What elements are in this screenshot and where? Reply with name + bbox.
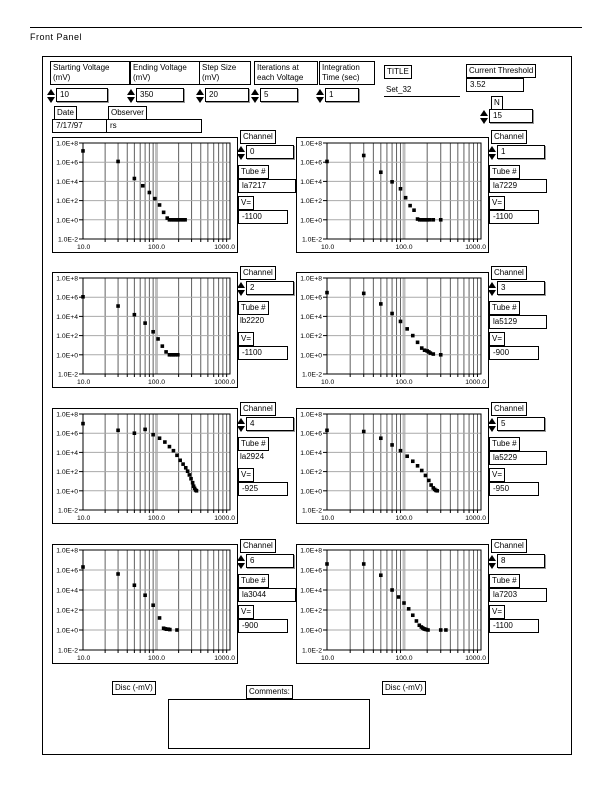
- starting-voltage-spinner[interactable]: [46, 89, 55, 103]
- tube-input[interactable]: la3044: [238, 588, 296, 602]
- svg-text:1.0E+4: 1.0E+4: [56, 449, 78, 457]
- up-arrow-icon[interactable]: [488, 555, 496, 561]
- date-label: Date: [54, 106, 77, 120]
- channel-spinner[interactable]: [236, 146, 245, 160]
- ending-voltage-spinner[interactable]: [126, 89, 135, 103]
- channel-spinner[interactable]: [236, 418, 245, 432]
- channel-label: Channel: [240, 266, 276, 280]
- svg-text:1.0E+2: 1.0E+2: [300, 607, 322, 615]
- iterations-spinner[interactable]: [250, 89, 259, 103]
- down-arrow-icon[interactable]: [237, 563, 245, 569]
- tube-label: Tube #: [489, 165, 520, 179]
- svg-text:1.0E-2: 1.0E-2: [301, 647, 322, 655]
- svg-text:1000.0: 1000.0: [465, 379, 486, 386]
- starting-voltage-input[interactable]: 10: [56, 88, 108, 102]
- svg-text:1.0E+8: 1.0E+8: [300, 140, 322, 148]
- down-arrow-icon[interactable]: [237, 290, 245, 296]
- svg-text:100.0: 100.0: [395, 515, 413, 522]
- down-arrow-icon[interactable]: [488, 154, 496, 160]
- v-input[interactable]: -1100: [489, 210, 539, 224]
- svg-text:1.0E+2: 1.0E+2: [56, 469, 78, 477]
- up-arrow-icon[interactable]: [488, 282, 496, 288]
- svg-text:1.0E+6: 1.0E+6: [300, 567, 322, 575]
- svg-text:1.0E+8: 1.0E+8: [56, 547, 78, 555]
- comments-input[interactable]: [168, 699, 370, 749]
- down-arrow-icon[interactable]: [316, 97, 324, 103]
- plot-channel-6: [52, 544, 238, 664]
- down-arrow-icon[interactable]: [196, 97, 204, 103]
- tube-label: Tube #: [489, 574, 520, 588]
- tube-label: Tube #: [489, 301, 520, 315]
- svg-text:100.0: 100.0: [395, 379, 413, 386]
- svg-text:1000.0: 1000.0: [465, 515, 486, 522]
- n-label: N: [491, 96, 503, 110]
- svg-text:1000.0: 1000.0: [214, 379, 235, 386]
- channel-label: Channel: [491, 266, 527, 280]
- v-label: V=: [489, 605, 505, 619]
- svg-text:1.0E+2: 1.0E+2: [300, 333, 322, 341]
- svg-text:1.0E+6: 1.0E+6: [300, 294, 322, 302]
- comments-label: Comments:: [246, 685, 293, 699]
- tube-label: Tube #: [238, 574, 269, 588]
- channel-spinner[interactable]: [487, 555, 496, 569]
- v-label: V=: [489, 468, 505, 482]
- plot-channel-1: [296, 137, 489, 253]
- plot-channel-3: [296, 272, 489, 388]
- ending-voltage-input[interactable]: 350: [136, 88, 184, 102]
- channel-spinner[interactable]: [487, 282, 496, 296]
- disc-axis-label-left: Disc (-mV): [112, 681, 156, 695]
- header-rule: [30, 27, 582, 28]
- svg-text:1.0E+6: 1.0E+6: [56, 294, 78, 302]
- channel-spinner[interactable]: [236, 282, 245, 296]
- integration-time-label: Integration Time (sec): [319, 61, 375, 85]
- starting-voltage-label: Starting Voltage (mV): [50, 61, 130, 85]
- svg-text:1.0E+2: 1.0E+2: [300, 469, 322, 477]
- svg-text:1.0E+8: 1.0E+8: [56, 275, 78, 283]
- svg-text:10.0: 10.0: [77, 515, 91, 522]
- channel-input[interactable]: 8: [497, 554, 545, 568]
- down-arrow-icon[interactable]: [127, 97, 135, 103]
- channel-label: Channel: [491, 130, 527, 144]
- tube-input[interactable]: la7229: [489, 179, 547, 193]
- channel-input[interactable]: 3: [497, 281, 545, 295]
- channel-label: Channel: [240, 402, 276, 416]
- svg-text:100.0: 100.0: [147, 515, 166, 522]
- svg-text:1000.0: 1000.0: [465, 655, 486, 662]
- up-arrow-icon[interactable]: [488, 418, 496, 424]
- v-label: V=: [489, 332, 505, 346]
- title-input[interactable]: Set_32: [384, 84, 460, 97]
- svg-text:100.0: 100.0: [395, 655, 413, 662]
- v-label: V=: [489, 196, 505, 210]
- svg-text:1000.0: 1000.0: [214, 515, 235, 522]
- svg-text:1.0E+2: 1.0E+2: [56, 607, 78, 615]
- tube-label: Tube #: [489, 437, 520, 451]
- tube-input[interactable]: lb2220: [238, 315, 292, 327]
- svg-text:10.0: 10.0: [321, 244, 335, 251]
- channel-spinner[interactable]: [487, 146, 496, 160]
- title-label: TITLE: [384, 65, 412, 79]
- svg-text:1.0E+4: 1.0E+4: [300, 587, 322, 595]
- svg-text:1.0E+8: 1.0E+8: [300, 275, 322, 283]
- svg-text:1.0E+6: 1.0E+6: [56, 567, 78, 575]
- up-arrow-icon[interactable]: [488, 146, 496, 152]
- tube-input[interactable]: la7217: [238, 179, 296, 193]
- channel-label: Channel: [491, 402, 527, 416]
- channel-input[interactable]: 6: [246, 554, 294, 568]
- tube-input[interactable]: la5129: [489, 315, 547, 329]
- step-size-input[interactable]: 20: [205, 88, 249, 102]
- current-threshold-label: Current Threshold: [466, 64, 536, 78]
- svg-text:100.0: 100.0: [147, 655, 166, 662]
- iterations-input[interactable]: 5: [260, 88, 298, 102]
- tube-input[interactable]: la5229: [489, 451, 547, 465]
- svg-text:1.0E+0: 1.0E+0: [56, 488, 78, 496]
- up-arrow-icon[interactable]: [237, 146, 245, 152]
- v-input[interactable]: -1100: [238, 210, 288, 224]
- channel-input[interactable]: 4: [246, 417, 294, 431]
- up-arrow-icon[interactable]: [237, 282, 245, 288]
- down-arrow-icon[interactable]: [237, 154, 245, 160]
- plot-channel-8: [296, 544, 489, 664]
- svg-text:10.0: 10.0: [321, 379, 335, 386]
- n-input[interactable]: 15: [489, 109, 533, 123]
- svg-text:1.0E+2: 1.0E+2: [56, 333, 78, 341]
- step-size-label: Step Size (mV): [199, 61, 251, 85]
- svg-text:10.0: 10.0: [321, 655, 335, 662]
- v-input[interactable]: -950: [489, 482, 539, 496]
- up-arrow-icon[interactable]: [196, 89, 204, 95]
- svg-text:1.0E+0: 1.0E+0: [300, 627, 322, 635]
- down-arrow-icon[interactable]: [488, 290, 496, 296]
- v-input[interactable]: -1100: [238, 346, 288, 360]
- window-title: Front Panel: [30, 32, 83, 42]
- svg-text:10.0: 10.0: [321, 515, 335, 522]
- up-arrow-icon[interactable]: [316, 89, 324, 95]
- observer-input[interactable]: rs: [106, 119, 202, 133]
- v-input[interactable]: -900: [238, 619, 288, 633]
- tube-label: Tube #: [238, 437, 269, 451]
- svg-text:1.0E+6: 1.0E+6: [300, 430, 322, 438]
- svg-text:1.0E+8: 1.0E+8: [300, 547, 322, 555]
- svg-text:1.0E+2: 1.0E+2: [300, 198, 322, 206]
- svg-text:1.0E+6: 1.0E+6: [56, 159, 78, 167]
- step-size-spinner[interactable]: [195, 89, 204, 103]
- v-label: V=: [238, 196, 254, 210]
- observer-label: Observer: [108, 106, 147, 120]
- svg-text:1000.0: 1000.0: [214, 655, 235, 662]
- tube-label: Tube #: [238, 165, 269, 179]
- svg-text:100.0: 100.0: [147, 244, 166, 251]
- svg-text:1.0E-2: 1.0E-2: [301, 371, 322, 379]
- svg-text:1.0E-2: 1.0E-2: [301, 507, 322, 515]
- channel-input[interactable]: 0: [246, 145, 294, 159]
- svg-text:10.0: 10.0: [77, 655, 91, 662]
- svg-text:1.0E+4: 1.0E+4: [56, 313, 78, 321]
- current-threshold-input[interactable]: 3.52: [466, 78, 524, 92]
- svg-text:1.0E-2: 1.0E-2: [57, 371, 78, 379]
- ending-voltage-label: Ending Voltage (mV): [130, 61, 202, 85]
- down-arrow-icon[interactable]: [488, 563, 496, 569]
- tube-input[interactable]: la2924: [238, 451, 292, 463]
- svg-text:1000.0: 1000.0: [465, 244, 486, 251]
- svg-text:1.0E+4: 1.0E+4: [300, 313, 322, 321]
- down-arrow-icon[interactable]: [251, 97, 259, 103]
- up-arrow-icon[interactable]: [237, 418, 245, 424]
- v-label: V=: [238, 605, 254, 619]
- svg-text:1.0E+8: 1.0E+8: [56, 411, 78, 419]
- up-arrow-icon[interactable]: [480, 110, 488, 116]
- channel-spinner[interactable]: [236, 555, 245, 569]
- svg-text:1.0E+0: 1.0E+0: [300, 488, 322, 496]
- svg-text:100.0: 100.0: [395, 244, 413, 251]
- channel-input[interactable]: 1: [497, 145, 545, 159]
- down-arrow-icon[interactable]: [237, 426, 245, 432]
- svg-text:1.0E-2: 1.0E-2: [301, 236, 322, 244]
- disc-axis-label-right: Disc (-mV): [382, 681, 426, 695]
- svg-text:1.0E+4: 1.0E+4: [300, 449, 322, 457]
- svg-text:1.0E+8: 1.0E+8: [56, 140, 78, 148]
- svg-text:1.0E+0: 1.0E+0: [56, 217, 78, 225]
- svg-text:1.0E+4: 1.0E+4: [300, 178, 322, 186]
- channel-label: Channel: [491, 539, 527, 553]
- up-arrow-icon[interactable]: [47, 89, 55, 95]
- svg-text:1.0E-2: 1.0E-2: [57, 236, 78, 244]
- svg-text:10.0: 10.0: [77, 379, 91, 386]
- svg-text:1.0E+6: 1.0E+6: [56, 430, 78, 438]
- n-spinner[interactable]: [479, 110, 488, 124]
- svg-text:1.0E+0: 1.0E+0: [56, 627, 78, 635]
- plot-channel-5: [296, 408, 489, 524]
- v-input[interactable]: -925: [238, 482, 288, 496]
- svg-text:1.0E+4: 1.0E+4: [56, 178, 78, 186]
- up-arrow-icon[interactable]: [237, 555, 245, 561]
- plot-channel-2: [52, 272, 238, 388]
- channel-label: Channel: [240, 539, 276, 553]
- v-input[interactable]: -900: [489, 346, 539, 360]
- plot-channel-4: [52, 408, 238, 524]
- svg-text:1.0E+0: 1.0E+0: [300, 217, 322, 225]
- channel-input[interactable]: 5: [497, 417, 545, 431]
- iterations-label: Iterations at each Voltage: [254, 61, 318, 85]
- svg-text:1.0E+0: 1.0E+0: [300, 352, 322, 360]
- svg-text:1.0E-2: 1.0E-2: [57, 507, 78, 515]
- integration-time-spinner[interactable]: [315, 89, 324, 103]
- svg-text:1.0E+0: 1.0E+0: [56, 352, 78, 360]
- v-label: V=: [238, 332, 254, 346]
- svg-text:1000.0: 1000.0: [214, 244, 235, 251]
- tube-input[interactable]: la7203: [489, 588, 547, 602]
- svg-text:1.0E+8: 1.0E+8: [300, 411, 322, 419]
- v-input[interactable]: -1100: [489, 619, 539, 633]
- svg-text:10.0: 10.0: [77, 244, 91, 251]
- down-arrow-icon[interactable]: [488, 426, 496, 432]
- channel-spinner[interactable]: [487, 418, 496, 432]
- up-arrow-icon[interactable]: [127, 89, 135, 95]
- down-arrow-icon[interactable]: [47, 97, 55, 103]
- svg-text:1.0E+6: 1.0E+6: [300, 159, 322, 167]
- svg-text:1.0E-2: 1.0E-2: [57, 647, 78, 655]
- channel-input[interactable]: 2: [246, 281, 294, 295]
- v-label: V=: [238, 468, 254, 482]
- svg-text:1.0E+2: 1.0E+2: [56, 198, 78, 206]
- tube-label: Tube #: [238, 301, 269, 315]
- channel-label: Channel: [240, 130, 276, 144]
- svg-text:100.0: 100.0: [147, 379, 166, 386]
- date-input[interactable]: 7/17/97: [52, 119, 122, 133]
- plot-channel-0: [52, 137, 238, 253]
- up-arrow-icon[interactable]: [251, 89, 259, 95]
- integration-time-input[interactable]: 1: [325, 88, 359, 102]
- down-arrow-icon[interactable]: [480, 118, 488, 124]
- svg-text:1.0E+4: 1.0E+4: [56, 587, 78, 595]
